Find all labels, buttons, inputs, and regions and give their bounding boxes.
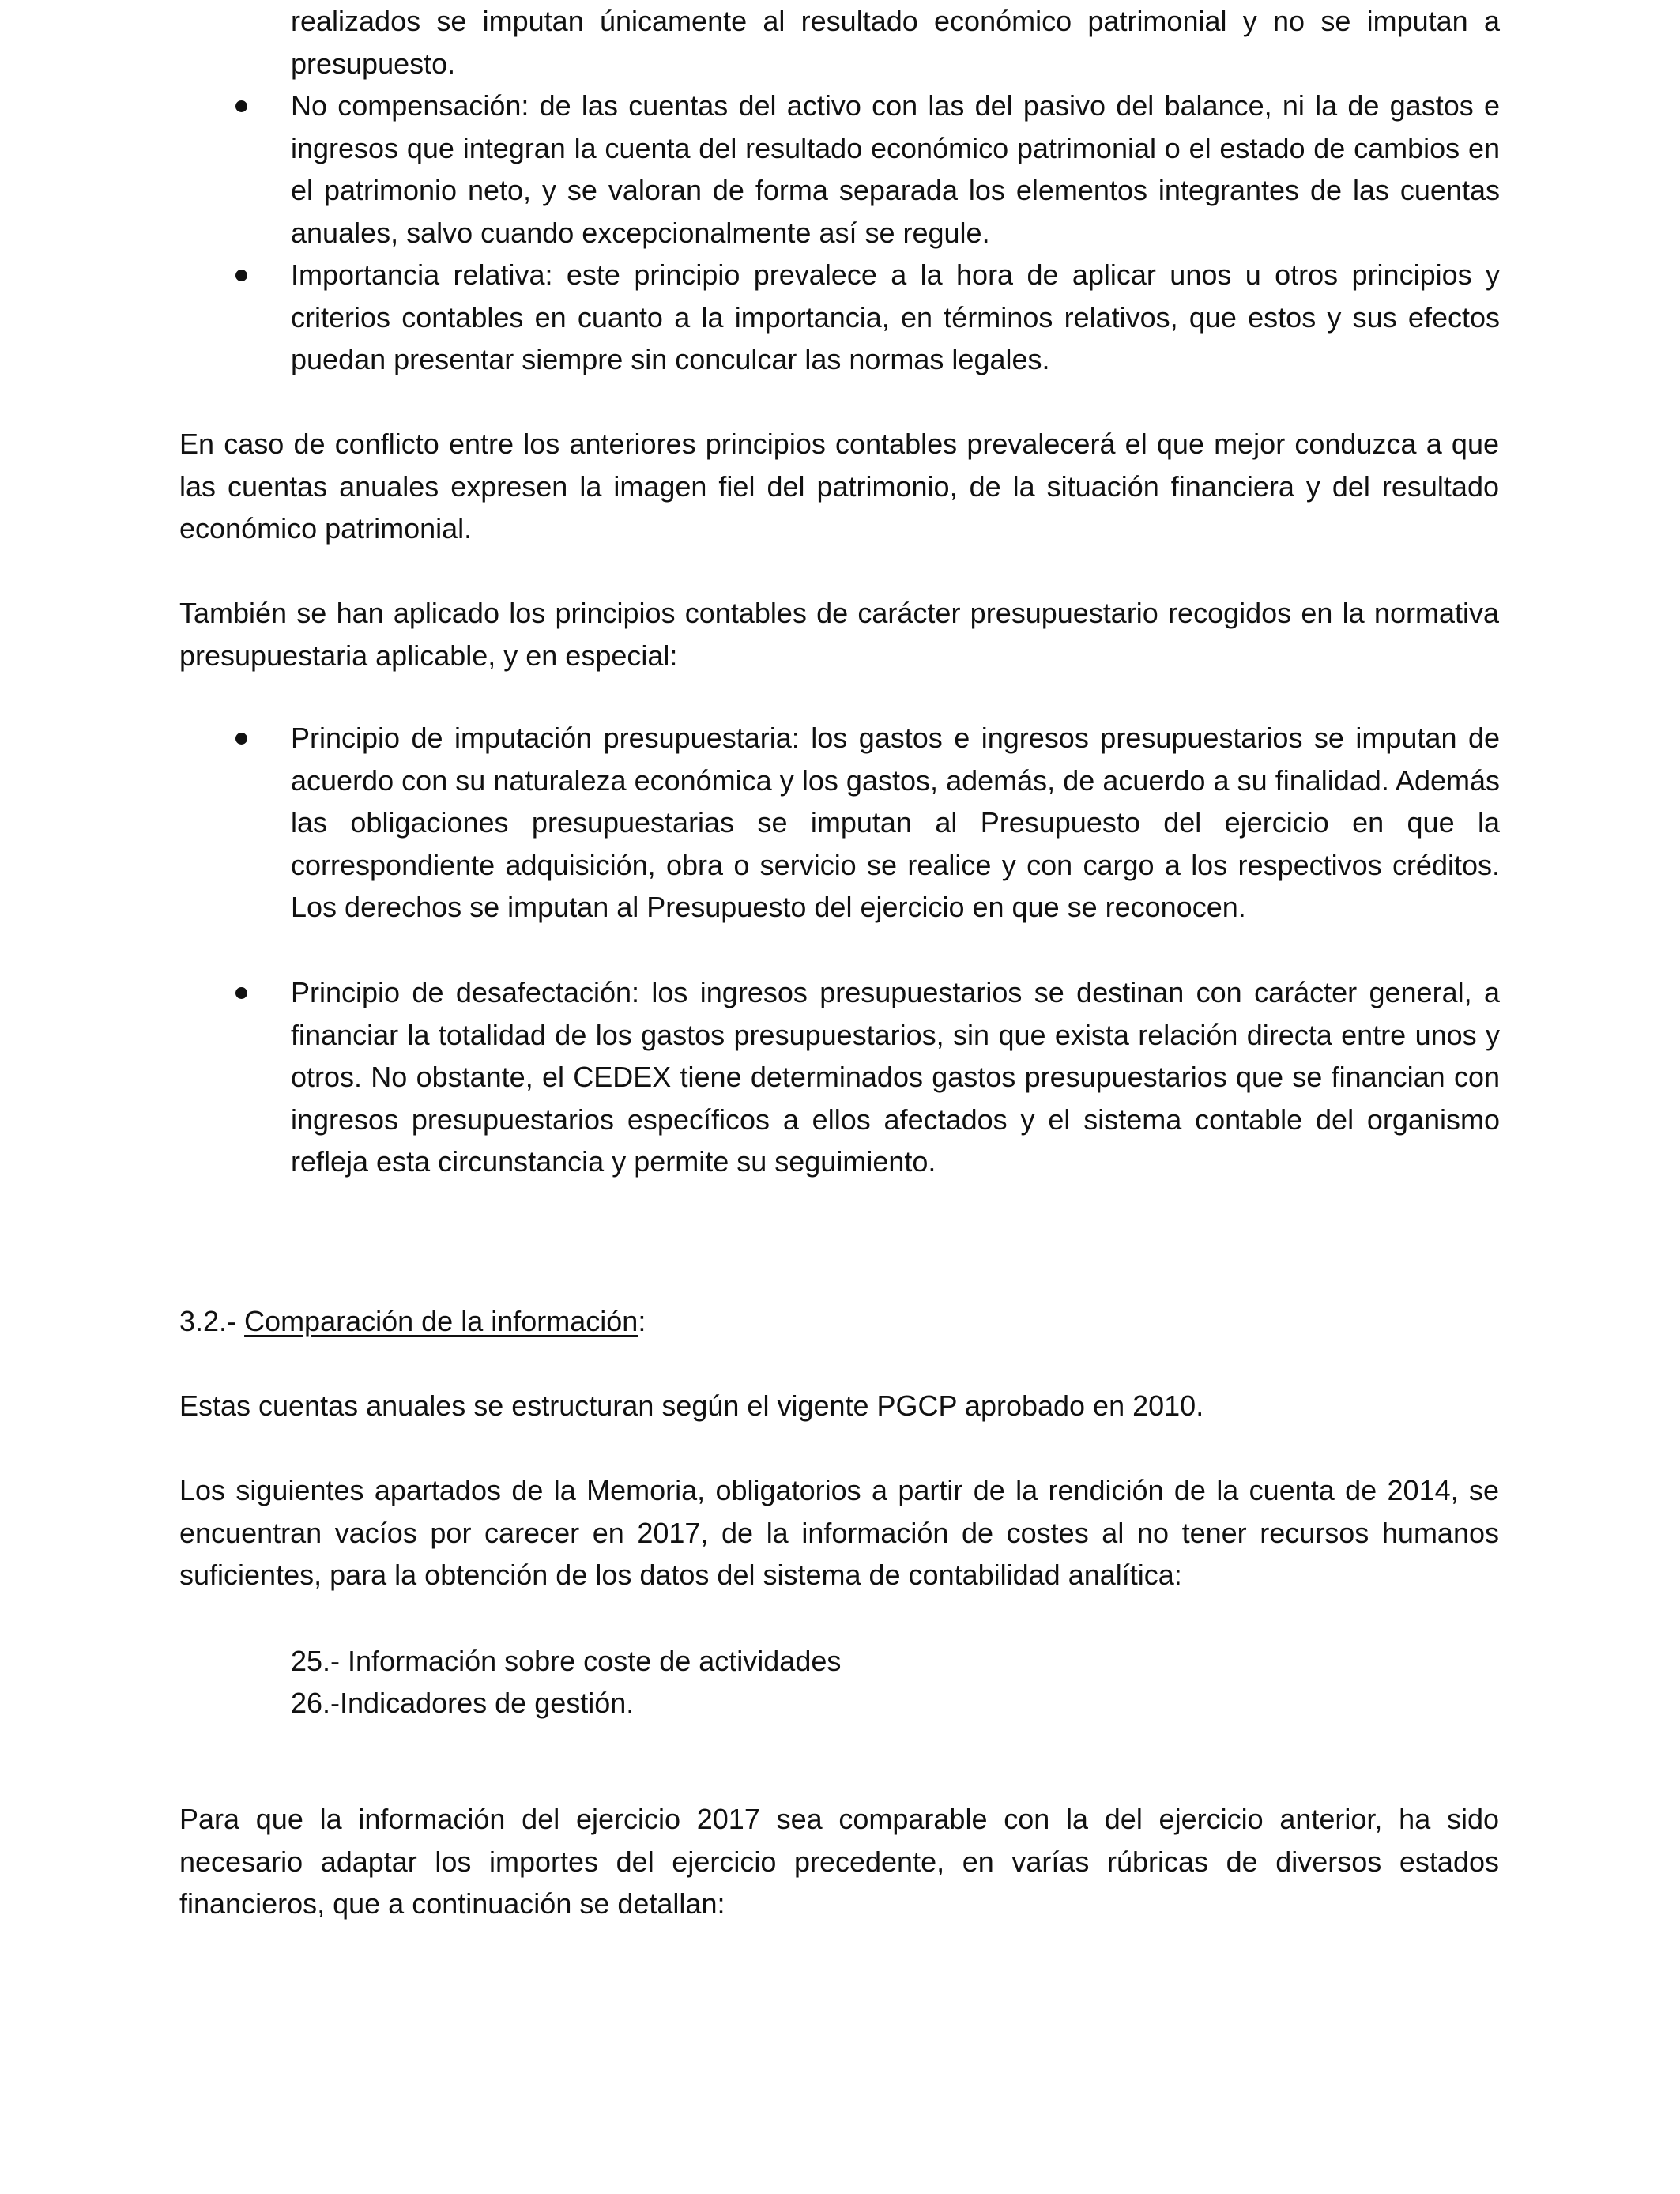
- section-heading: [179, 1300, 1499, 1343]
- section-suffix: :: [638, 1305, 646, 1337]
- bullet-marker: [235, 728, 256, 748]
- apartado-item: 26.-Indicadores de gestión.: [291, 1687, 635, 1719]
- section-number: 3.2.-: [179, 1305, 245, 1337]
- bullet-marker: [235, 265, 256, 285]
- section-title: Comparación de la información: [244, 1305, 638, 1337]
- bullet-text-importancia-relativa: Importancia relativa: este principio prevalece a la hora de aplicar unos u otros principios y criterios contables en cuanto a la importancia, en términos relativos, que estos y sus efectos puedan presentar siempre sin conculcar las normas legales.: [291, 258, 1500, 375]
- paragraph-memoria: Los siguientes apartados de la Memoria, obligatorios a partir de la rendición de la cuenta de 2014, se encuentran vacíos por carecer en 2017, de la información de costes al no tener recursos humanos suficientes, para la obtención de los datos del sistema de contabilidad analítica:: [179, 1474, 1499, 1591]
- bullet-marker: [235, 96, 256, 116]
- paragraph-tambien: También se han aplicado los principios contables de carácter presupuestario recogidos en la normativa presupuestaria aplicable, y en especial:: [179, 597, 1499, 672]
- apartado-item: 25.- Información sobre coste de actividades: [291, 1645, 842, 1677]
- paragraph-conflicto: En caso de conflicto entre los anteriores principios contables prevalecerá el que mejor conduzca a que las cuentas anuales expresen la imagen fiel del patrimonio, de la situación financiera y del resultado económico patrimonial.: [179, 428, 1499, 545]
- bullet-text-no-compensacion: No compensación: de las cuentas del activo con las del pasivo del balance, ni la de gastos e ingresos que integran la cuenta del resultado económico patrimonial o el estado de cambios en el patrimonio neto, y se valoran de forma separada los elementos integrantes de las cuentas anuales, salvo cuando excepcionalmente así se regule.: [291, 89, 1500, 249]
- paragraph-estructura: Estas cuentas anuales se estructuran según el vigente PGCP aprobado en 2010.: [179, 1389, 1204, 1422]
- bullet-text-continuation: realizados se imputan únicamente al resultado económico patrimonial y no se imputan a presupuesto.: [291, 5, 1500, 80]
- bullet-text-imputacion: Principio de imputación presupuestaria: los gastos e ingresos presupuestarios se imputan de acuerdo con su naturaleza económica y los gastos, además, de acuerdo a su finalidad. Además las obligaciones presupuestarias se imputan al Presupuesto del ejercicio en que la correspondiente adquisición, obra o servicio se realice y con cargo a los respectivos créditos. Los derechos se imputan al Presupuesto del ejercicio en que se reconocen.: [291, 722, 1500, 923]
- bullet-text-desafectacion: Principio de desafectación: los ingresos presupuestarios se destinan con carácter general, a financiar la totalidad de los gastos presupuestarios, sin que exista relación directa entre unos y otros. No obstante, el CEDEX tiene determinados gastos presupuestarios que se financian con ingresos presupuestarios específicos a ellos afectados y el sistema contable del organismo refleja esta circunstancia y permite su seguimiento.: [291, 976, 1500, 1178]
- bullet-marker: [235, 982, 256, 1003]
- paragraph-comparable: Para que la información del ejercicio 2017 sea comparable con la del ejercicio anterior, ha sido necesario adaptar los importes del ejercicio precedente, en varías rúbricas de diversos estados financieros, que a continuación se detallan:: [179, 1803, 1499, 1920]
